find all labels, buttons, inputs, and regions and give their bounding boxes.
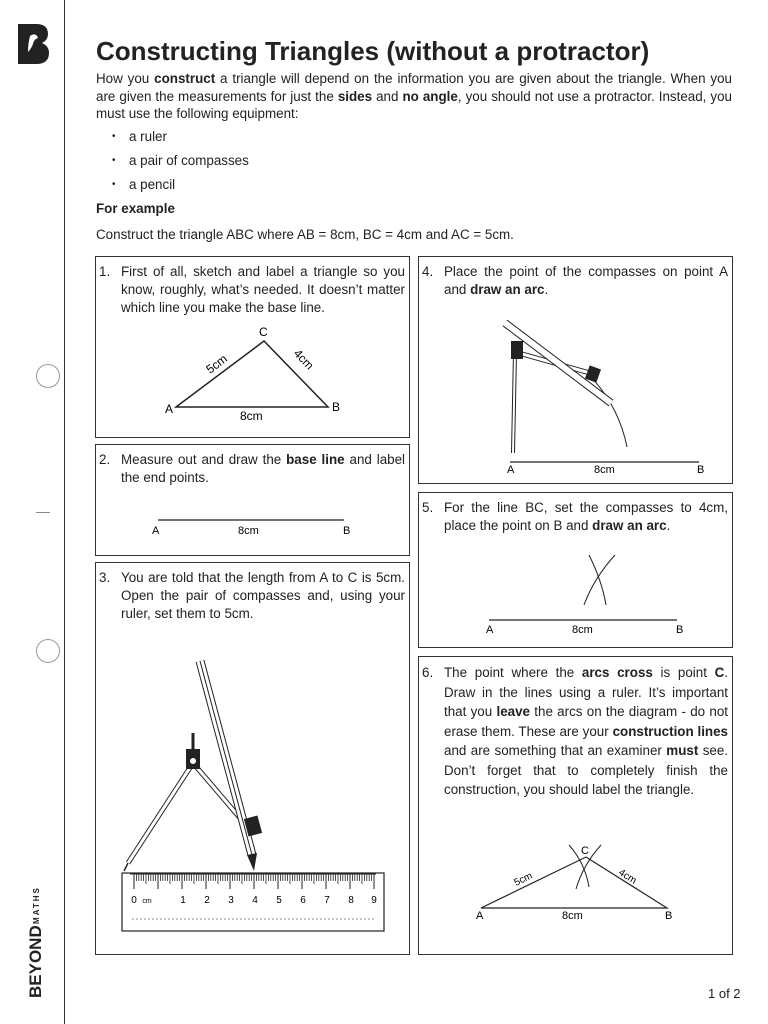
svg-text:A: A: [486, 624, 494, 636]
svg-text:C: C: [259, 325, 268, 339]
svg-text:B: B: [343, 525, 351, 537]
step-1-box: [95, 256, 410, 438]
compass-ruler-diagram: [96, 563, 409, 954]
svg-text:B: B: [697, 464, 705, 476]
svg-text:cm: cm: [142, 898, 152, 905]
fold-mark: [36, 512, 50, 513]
brand-vertical: [22, 860, 46, 1000]
svg-text:5cm: 5cm: [203, 351, 230, 377]
step-1-text: 1. First of all, sketch and label a triangle so you know, roughly, what’s needed. It doesn’t matter which line you make the base line.: [99, 264, 405, 315]
base-line-diagram: [96, 445, 409, 555]
svg-text:0: 0: [131, 895, 137, 906]
step-5-text: 5. For the line BC, set the compasses to 4cm, place the point on B and draw an arc.: [422, 500, 728, 533]
svg-text:9: 9: [371, 895, 377, 906]
svg-text:4cm: 4cm: [290, 346, 317, 373]
final-triangle-diagram: [419, 657, 732, 954]
step-4-box: [418, 256, 733, 484]
svg-text:B: B: [332, 400, 341, 414]
svg-text:A: A: [152, 525, 160, 537]
step-6-box: [418, 656, 733, 955]
svg-text:8cm: 8cm: [238, 525, 259, 537]
for-example-heading: For example: [96, 201, 175, 216]
brand-name: BEYOND: [26, 925, 45, 998]
svg-text:B: B: [676, 624, 684, 636]
svg-text:5cm: 5cm: [512, 870, 535, 889]
svg-text:8cm: 8cm: [594, 464, 615, 476]
svg-text:6: 6: [300, 895, 306, 906]
arc-from-a-diagram: [419, 257, 732, 483]
task-statement: Construct the triangle ABC where AB = 8cm, BC = 4cm and AC = 5cm.: [96, 227, 514, 242]
svg-text:5: 5: [276, 895, 282, 906]
brand-sub: MATHS: [32, 886, 41, 924]
step-5-box: [418, 492, 733, 648]
svg-text:2: 2: [204, 895, 210, 906]
page-number: 1 of 2: [708, 986, 741, 1001]
step-6-text: 6. The point where the arcs cross is point C. Draw in the lines using a ruler. It’s important that you leave the arcs on the diagram - do not erase them. These are your construction lines and are something that an examiner must see. Don’t forget that to completely finish the construction, you should label the triangle.: [422, 665, 729, 797]
arc-from-b-diagram: [419, 493, 732, 647]
punch-hole-top: [36, 364, 60, 388]
svg-text:8cm: 8cm: [572, 624, 593, 636]
svg-text:7: 7: [324, 895, 330, 906]
svg-text:A: A: [476, 910, 484, 922]
svg-text:1: 1: [180, 895, 186, 906]
step-2-box: [95, 444, 410, 556]
svg-text:8cm: 8cm: [240, 409, 263, 423]
svg-text:8: 8: [348, 895, 354, 906]
svg-text:B: B: [665, 910, 673, 922]
intro-paragraph: How you construct a triangle will depend on the information you are given about the triangle. When you are given the measurements for just the sides and no angle, you should not use a protractor. Instead, you must use the following equipment:: [96, 71, 732, 121]
sketch-triangle: [96, 257, 409, 437]
step-3-box: [95, 562, 410, 955]
svg-text:4: 4: [252, 895, 258, 906]
svg-text:C: C: [581, 845, 589, 857]
margin-line: [64, 0, 65, 1024]
equipment-list: [112, 128, 249, 200]
step-4-text: 4. Place the point of the compasses on point A and draw an arc.: [422, 264, 728, 297]
svg-text:8cm: 8cm: [562, 910, 583, 922]
step-2-text: 2. Measure out and draw the base line and label the end points.: [99, 452, 406, 485]
svg-text:4cm: 4cm: [616, 867, 639, 887]
svg-text:A: A: [507, 464, 515, 476]
step-3-text: 3. You are told that the length from A to C is 5cm. Open the pair of compasses and, using your ruler, set them to 5cm.: [99, 570, 405, 621]
svg-text:A: A: [165, 402, 174, 416]
list-item: • a ruler: [112, 128, 249, 152]
beyond-logo-icon: [16, 22, 50, 64]
list-item: • a pencil: [112, 176, 249, 200]
list-item: • a pair of compasses: [112, 152, 249, 176]
svg-text:3: 3: [228, 895, 234, 906]
punch-hole-bottom: [36, 639, 60, 663]
page-title: Constructing Triangles (without a protractor): [96, 36, 650, 66]
